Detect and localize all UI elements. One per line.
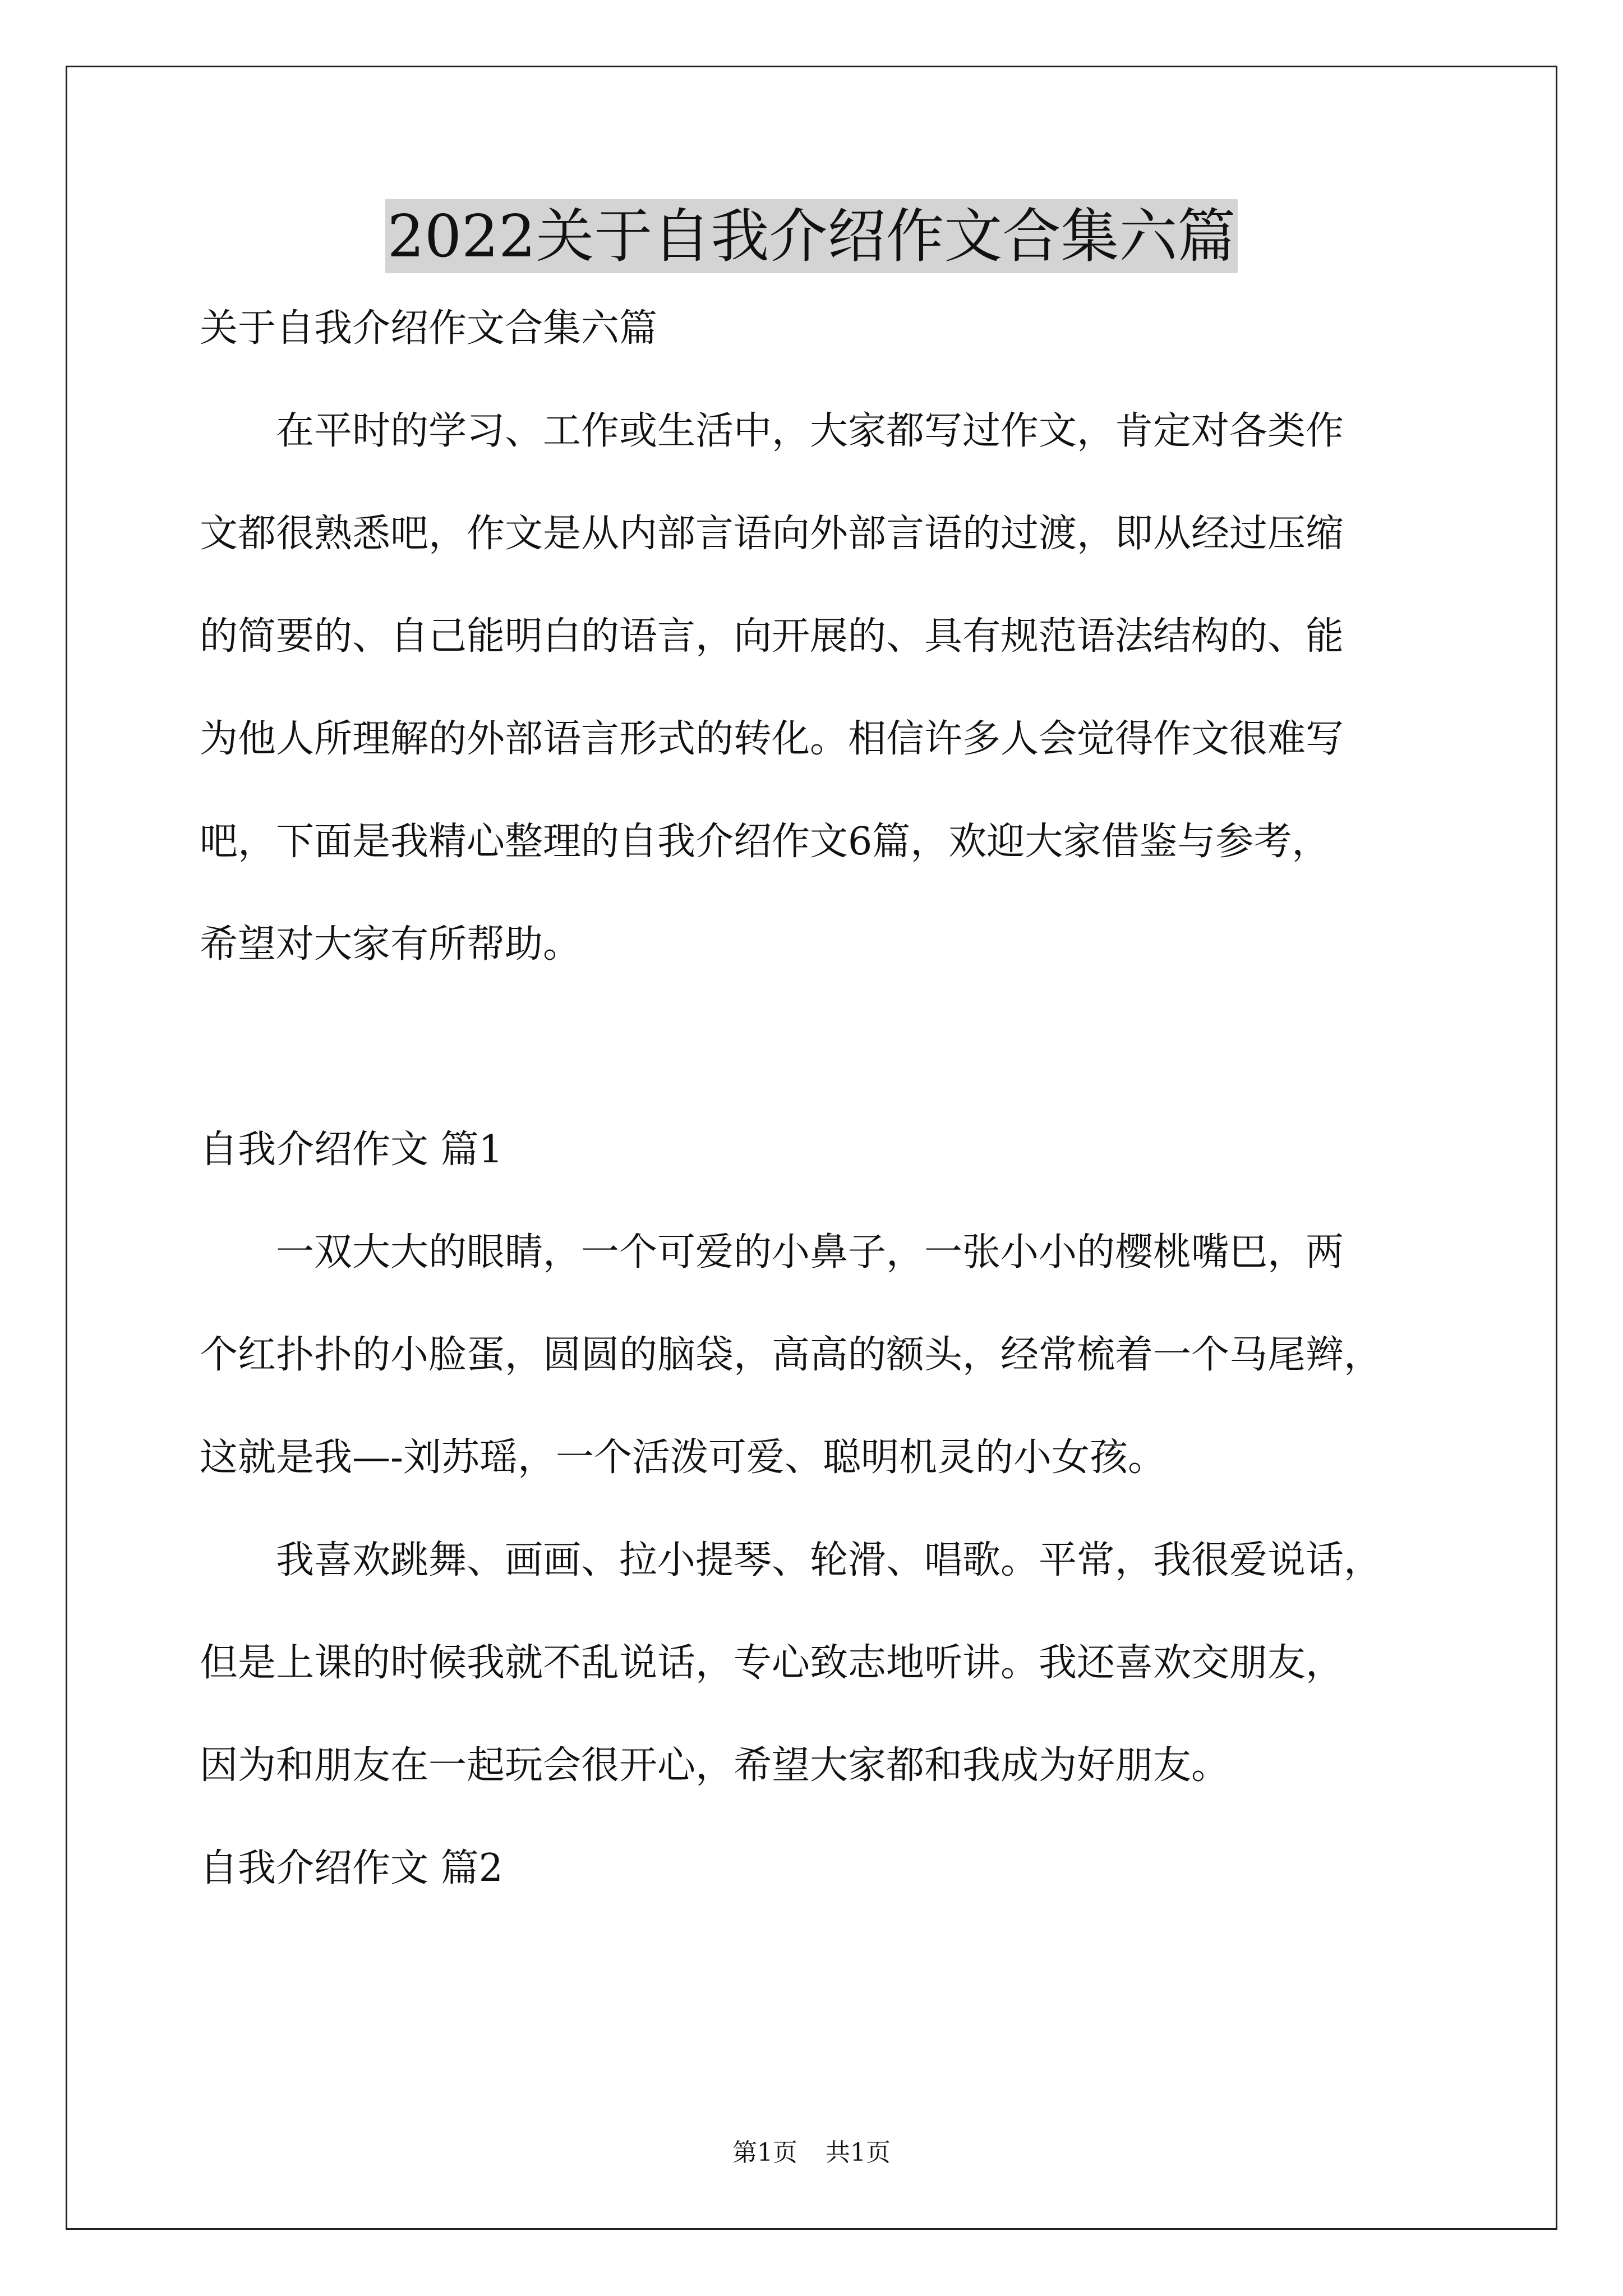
paragraph-line: 个红扑扑的小脸蛋，圆圆的脑袋，高高的额头，经常梳着一个马尾辫， bbox=[200, 1333, 1382, 1377]
paragraph-line: 但是上课的时候我就不乱说话，专心致志地听讲。我还喜欢交朋友， bbox=[200, 1641, 1344, 1685]
page-footer bbox=[0, 2137, 1623, 2169]
intro-line: 文都很熟悉吧，作文是从内部言语向外部言语的过渡，即从经过压缩 bbox=[200, 512, 1344, 556]
document-title: 2022关于自我介绍作文合集六篇 bbox=[385, 199, 1238, 273]
intro-line: 希望对大家有所帮助。 bbox=[200, 922, 582, 967]
paragraph-line: 一双大大的眼睛，一个可爱的小鼻子，一张小小的樱桃嘴巴，两 bbox=[276, 1230, 1344, 1274]
section-heading-2: 自我介绍作文 篇2 bbox=[200, 1846, 503, 1890]
paragraph-line: 我喜欢跳舞、画画、拉小提琴、轮滑、唱歌。平常，我很爱说话， bbox=[276, 1538, 1382, 1582]
document-body bbox=[200, 303, 1456, 1894]
spacer bbox=[200, 1484, 1456, 1535]
title-container bbox=[0, 199, 1623, 273]
intro-line: 的简要的、自己能明白的语言，向开展的、具有规范语法结构的、能 bbox=[200, 614, 1344, 659]
intro-line: 吧，下面是我精心整理的自我介绍作文6篇，欢迎大家借鉴与参考， bbox=[200, 820, 1330, 864]
spacer bbox=[200, 970, 1456, 1073]
intro-paragraph bbox=[200, 406, 1456, 970]
spacer bbox=[200, 1176, 1456, 1227]
intro-line: 为他人所理解的外部语言形式的转化。相信许多人会觉得作文很难写 bbox=[200, 717, 1344, 761]
page-number: 第1页 bbox=[732, 2138, 797, 2167]
document-subtitle: 关于自我介绍作文合集六篇 bbox=[200, 306, 658, 351]
section-heading-1: 自我介绍作文 篇1 bbox=[200, 1128, 503, 1172]
intro-line: 在平时的学习、工作或生活中，大家都写过作文，肯定对各类作 bbox=[276, 409, 1344, 453]
section1-paragraph-1 bbox=[200, 1227, 1456, 1484]
paragraph-line: 因为和朋友在一起玩会很开心，希望大家都和我成为好朋友。 bbox=[200, 1743, 1230, 1788]
paragraph-line: 这就是我—-刘苏瑶，一个活泼可爱、聪明机灵的小女孩。 bbox=[200, 1435, 1166, 1480]
page-total: 共1页 bbox=[826, 2138, 891, 2167]
spacer bbox=[200, 1792, 1456, 1843]
spacer bbox=[200, 1073, 1456, 1124]
section1-paragraph-2 bbox=[200, 1535, 1456, 1792]
